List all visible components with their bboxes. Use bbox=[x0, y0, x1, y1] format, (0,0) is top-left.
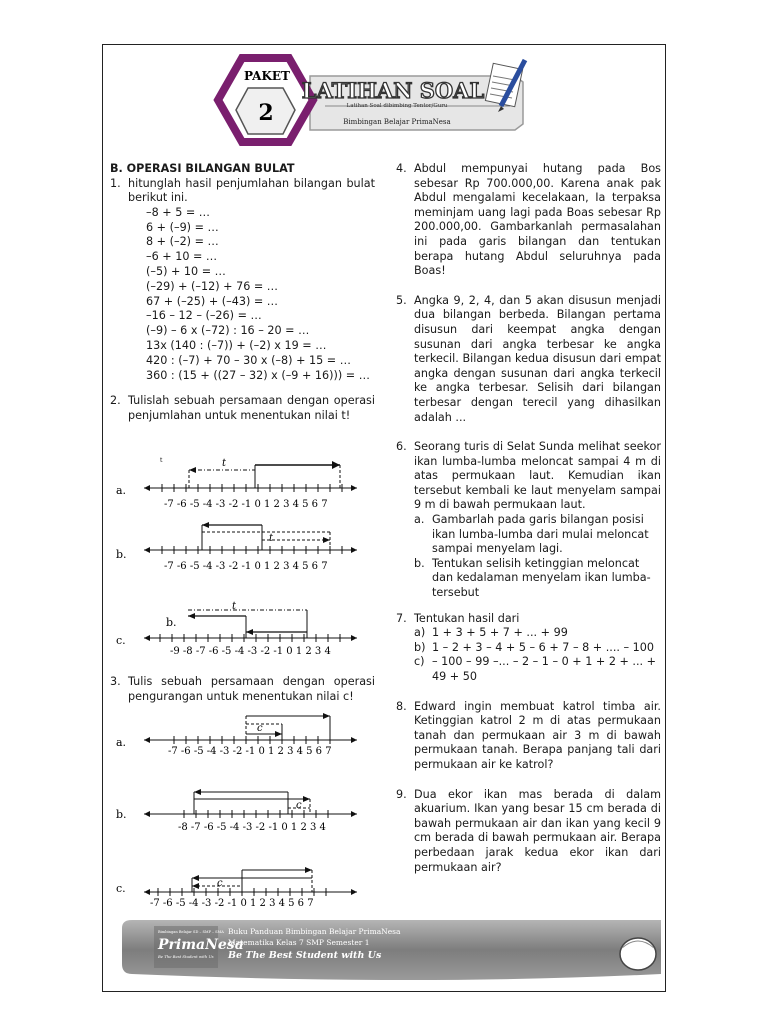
svg-text:b.: b. bbox=[166, 616, 177, 629]
question-4: 4. Abdul mempunyai hutang pada Bos sebesar Rp 700.000,00. Karena anak pak Abdul mengalami kecelakaan, Ia terpaksa meminjam uang lagi pada Boas sebesar Rp 200.000,00. Gambarkanlah permasalahan ini pada garis bilangan dan tentukan berapa hutang Abdul seluruhnya pada Boas! bbox=[396, 162, 661, 278]
q6-sub-a: a. Gambarlah pada garis bilangan posisi ikan lumba-lumba dari mulai meloncat sampai menyelam lagi. bbox=[414, 513, 649, 556]
section-title: B. OPERASI BILANGAN BULAT bbox=[110, 162, 295, 175]
svg-text:c: c bbox=[217, 878, 223, 889]
header-banner bbox=[205, 54, 533, 146]
svg-text:t: t bbox=[222, 458, 227, 469]
banner-tagline: Latihan Soal dibimbing Tentor/Guru bbox=[346, 103, 448, 109]
numberline-q2a bbox=[112, 452, 362, 514]
svg-text:b.: b. bbox=[116, 548, 127, 561]
equation: (–29) + (–12) + 76 = … bbox=[146, 279, 278, 293]
equation: (–5) + 10 = … bbox=[146, 264, 226, 278]
equation: 13x (140 : (–7)) + (–2) x 19 = … bbox=[146, 338, 327, 352]
question-1: 1. hitunglah hasil penjumlahan bilangan bulat berikut ini. bbox=[110, 176, 375, 205]
paket-label: PAKET bbox=[244, 69, 290, 83]
svg-text:t: t bbox=[160, 457, 163, 464]
q6-sub-b: b. Tentukan selisih ketinggian meloncat dan kedalaman menyelam ikan lumba-tersebut bbox=[414, 556, 651, 600]
svg-text:-7 -6 -5 -4 -3 -2 -1 0 1 2 3 4: -7 -6 -5 -4 -3 -2 -1 0 1 2 3 4 5 6 7 bbox=[164, 561, 328, 572]
equation: –16 – 12 – (–26) = … bbox=[146, 309, 262, 323]
svg-text:-7 -6 -5 -4 -3 -2 -1 0 1 2 3 4: -7 -6 -5 -4 -3 -2 -1 0 1 2 3 4 5 6 7 bbox=[164, 499, 328, 510]
question-9: 9. Dua ekor ikan mas berada di dalam akuarium. Ikan yang besar 15 cm berada di bawah permukaan air dan ikan yang kecil 9 cm berada di bawah permukaan air. Berapa perbedaan jarak kedua ekor ikan dari permukaan air? bbox=[396, 787, 661, 874]
equation: (–9) – 6 x (–72) : 16 – 20 = … bbox=[146, 324, 310, 338]
footer-circle-icon bbox=[620, 938, 656, 970]
nl-label: a. bbox=[116, 484, 127, 497]
svg-text:c: c bbox=[257, 723, 263, 734]
q7-sub-a: a) 1 + 3 + 5 + 7 + ... + 99 bbox=[414, 626, 568, 640]
left-column bbox=[110, 162, 375, 424]
numberline-q3b bbox=[112, 784, 362, 836]
footer-line1: Buku Panduan Bimbingan Belajar PrimaNesa bbox=[228, 927, 401, 936]
q7-sub-c: c) – 100 – 99 –... – 2 – 1 – 0 + 1 + 2 + ... + 49 + 50 bbox=[414, 655, 657, 683]
equation: –6 + 10 = … bbox=[146, 250, 218, 264]
footer-small-top: Bimbingan Belajar SD – SMP – SMA bbox=[158, 930, 224, 934]
equation: –8 + 5 = … bbox=[146, 205, 210, 219]
question-7: 7. Tentukan hasil dari bbox=[396, 611, 520, 625]
svg-text:-7 -6 -5 -4 -3 -2 -1 0 1 2 3 4: -7 -6 -5 -4 -3 -2 -1 0 1 2 3 4 5 6 7 bbox=[150, 898, 314, 909]
question-3: 3. Tulis sebuah persamaan dengan operasi pengurangan untuk menentukan nilai c! bbox=[110, 675, 375, 703]
paket-number: 2 bbox=[258, 100, 274, 126]
numberline-q2b bbox=[112, 520, 362, 582]
svg-text:c.: c. bbox=[116, 882, 126, 895]
equation: 67 + (–25) + (–43) = … bbox=[146, 294, 278, 308]
footer-logo: PrimaNesa bbox=[158, 937, 244, 953]
footer-line2: Matematika Kelas 7 SMP Semester 1 bbox=[228, 938, 370, 947]
svg-text:t: t bbox=[269, 533, 274, 544]
q1-equation-list bbox=[110, 206, 375, 384]
equation: 360 : (15 + ((27 – 32) x (–9 + 16))) = … bbox=[146, 368, 370, 382]
question-2: 2. Tulislah sebuah persamaan dengan operasi penjumlahan untuk menentukan nilai t! bbox=[110, 394, 375, 422]
question-8: 8. Edward ingin membuat katrol timba air. Ketinggian katrol 2 m di atas permukaan tanah dan permukaan air 3 m di bawah permukaan tanah. Berapa panjang tali dari permukaan air ke katrol? bbox=[396, 699, 661, 771]
svg-text:t: t bbox=[232, 601, 237, 612]
right-column bbox=[396, 162, 661, 875]
banner-title: LATIHAN SOAL bbox=[301, 78, 485, 103]
equation: 420 : (–7) + 70 – 30 x (–8) + 15 = … bbox=[146, 353, 351, 367]
footer-band bbox=[118, 918, 661, 982]
footer-small-bottom: Be The Best Student with Us bbox=[158, 954, 214, 959]
numberline-q3a bbox=[112, 710, 362, 762]
svg-text:c: c bbox=[296, 800, 302, 811]
question-6: 6. Seorang turis di Selat Sunda melihat seekor ikan lumba-lumba meloncat sampai 4 m di atas permukaan laut. Kemudian ikan tersebut kembali ke laut menyelam sampai 9 m di bawah permukaan laut. bbox=[396, 440, 661, 512]
equation: 6 + (–9) = … bbox=[146, 220, 219, 234]
question-5: 5. Angka 9, 2, 4, dan 5 akan disusun menjadi dua bilangan berbeda. Bilangan pertama disusun dari keempat angka dengan susunan dari angka terbesar ke angka terkecil. Bilangan kedua disusun dari empat angka dengan susunan dari angka terkecil ke angka terbesar. Selisih dari bilangan terbesar dengan terecil yang dihasilkan adalah ... bbox=[396, 293, 661, 424]
banner-subtitle: Bimbingan Belajar PrimaNesa bbox=[343, 118, 451, 126]
svg-text:a.: a. bbox=[116, 736, 127, 749]
q7-sub-b: b) 1 – 2 + 3 – 4 + 5 – 6 + 7 – 8 + .... – 100 bbox=[414, 640, 654, 654]
svg-text:-7 -6 -5 -4 -3 -2 -1 0 1 2 3 4: -7 -6 -5 -4 -3 -2 -1 0 1 2 3 4 5 6 7 bbox=[168, 746, 332, 757]
footer-line3: Be The Best Student with Us bbox=[228, 950, 382, 961]
svg-text:b.: b. bbox=[116, 808, 127, 821]
svg-text:-8 -7 -6 -5 -4 -3 -2 -1 0 1 2: -8 -7 -6 -5 -4 -3 -2 -1 0 1 2 3 4 bbox=[178, 822, 326, 833]
svg-text:-9 -8 -7 -6 -5 -4 -3 -2 -1 0 1: -9 -8 -7 -6 -5 -4 -3 -2 -1 0 1 2 3 4 bbox=[170, 646, 331, 657]
numberline-q2c bbox=[112, 596, 362, 658]
numberline-q3c bbox=[112, 862, 362, 914]
equation: 8 + (–2) = … bbox=[146, 235, 219, 249]
svg-text:c.: c. bbox=[116, 634, 126, 647]
